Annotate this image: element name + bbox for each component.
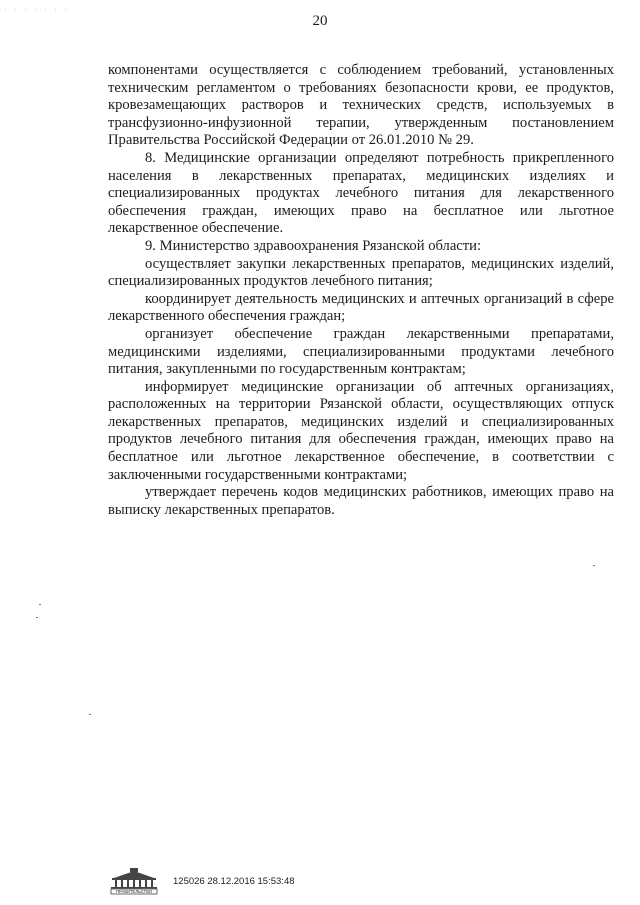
page-number: 20: [312, 13, 328, 29]
svg-text:ПРАВИТЕЛЬСТВО: ПРАВИТЕЛЬСТВО: [115, 889, 153, 895]
paragraph: утверждает перечень кодов медицинских работников, имеющих право на выписку лекарственных препаратов.: [108, 484, 614, 518]
document-footer: [108, 867, 295, 895]
paragraph: 9. Министерство здравоохранения Рязанской области:: [145, 237, 482, 254]
scan-speck: [89, 714, 91, 715]
paragraph: компонентами осуществляется с соблюдением требований, установленных техническим регламентом о требованиях безопасности крови, ее продуктов, кровезамещающих растворов и технических средств, используемых в трансфузионно-инфузионной терапии, утвержденным постановлением Правительства Российской Федерации от 26.01.2010 № 29.: [108, 62, 614, 149]
paragraph: осуществляет закупки лекарственных препаратов, медицинских изделий, специализированных продуктов лечебного питания;: [108, 255, 614, 290]
paragraph: 8. Медицинские организации определяют потребность прикрепленного населения в лекарственных препаратах, медицинских изделиях и специализированных продуктах лечебного питания для лекарственного обеспечения граждан, имеющих право на бесплатное или льготное лекарственное обеспечение.: [108, 149, 614, 237]
government-building-icon: [108, 867, 160, 895]
document-body: [108, 62, 614, 519]
scan-speck: [593, 565, 595, 566]
registration-stamp-text: 125026 28.12.2016 15:53:48: [173, 875, 295, 887]
paragraph: организует обеспечение граждан лекарственными препаратами, медицинскими изделиями, специализированными продуктами лечебного питания, закупленными по государственным контрактам;: [108, 325, 614, 378]
paragraph: координирует деятельность медицинских и аптечных организаций в сфере лекарственного обеспечения граждан;: [108, 290, 614, 325]
scan-speck: [39, 604, 41, 605]
paragraph: информирует медицинские организации об аптечных организациях, расположенных на территории Рязанской области, осуществляющих отпуск лекарственных препаратов, медицинских изделий и специализированных продуктов лечебного питания для обеспечения граждан, имеющих право на бесплатное или льготное лекарственное обеспечение, в соответствии с заключенными государственными контрактами;: [108, 378, 614, 483]
scan-marks: · · · · · · ·: [4, 6, 70, 14]
scan-speck: [36, 617, 38, 618]
